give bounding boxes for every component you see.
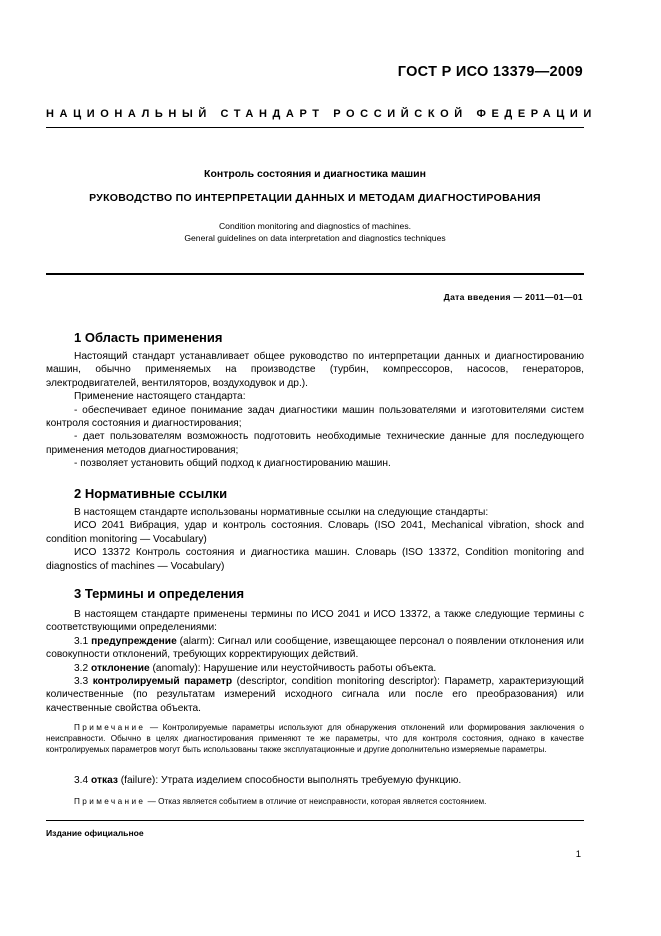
english-title [46,221,584,244]
term-text: (alarm): Сигнал или сообщение, извещающее персонал о появлении отклонения или совокупности отклонений, требующих корректирующих действий. [46,635,584,661]
introduction-date: Дата введения — 2011—01—01 [443,292,583,302]
section-2-body [46,506,584,573]
section-3-heading: 3 Термины и определения [74,586,245,601]
term-number: 3.2 [74,662,89,674]
term-name: отказ [91,775,118,786]
term-number: 3.4 [74,775,89,786]
national-standard-banner: НАЦИОНАЛЬНЫЙ СТАНДАРТ РОССИЙСКОЙ ФЕДЕРАЦИИ [46,108,597,120]
note-text: — Контролируемые параметры используют для обнаружения отклонений или формирования заключения о неисправности. Обычно в целях диагностирования применяют те же параметры, что для контроля состояния, однако в качестве контролируемых параметров могут быть использованы также эксплуатационные и другие дополнительно измеряемые параметры. [46,723,584,754]
reference-item: ИСО 13372 Контроль состояния и диагностика машин. Словарь (ISO 13372, Condition monitoring and diagnostics of machines — Vocabulary) [46,547,584,572]
section-1-body [46,350,584,471]
header-divider [46,127,584,128]
list-item: - позволяет установить общий подход к диагностированию машин. [74,458,391,470]
term-text: (anomaly): Нарушение или неустойчивость работы объекта. [152,662,437,674]
document-number: ГОСТ Р ИСО 13379—2009 [397,64,583,80]
term-number: 3.3 [74,676,89,688]
title-divider [46,273,584,275]
standard-subtitle: Контроль состояния и диагностика машин [204,168,426,180]
section-2-heading: 2 Нормативные ссылки [74,486,228,501]
english-title-line-1: Condition monitoring and diagnostics of machines. [218,221,412,231]
term-text: (descriptor, condition monitoring descriptor): Параметр, характеризующий количественные (по результатам измерений исходного сигнала или после его преобразования) или качественные свойства объекта. [46,676,584,714]
section-3-body [46,608,584,715]
term-number: 3.1 [74,635,89,647]
paragraph: Настоящий стандарт устанавливает общее руководство по интерпретации данных и диагностированию машин, обычно применяемых на производстве (турбин, компрессоров, насосов, генераторов, электродвигателей, вентиляторов, воздуходувок и др.). [46,351,584,389]
term-definition [46,662,584,675]
section-3-body-cont [46,774,584,787]
footer-divider [46,820,584,821]
paragraph: В настоящем стандарте применены термины по ИСО 2041 и ИСО 13372, а также следующие термины с соответствующими определениями: [46,609,584,634]
term-name: предупреждение [91,635,177,647]
term-definition [46,675,584,715]
standard-title: РУКОВОДСТВО ПО ИНТЕРПРЕТАЦИИ ДАННЫХ И МЕТОДАМ ДИАГНОСТИРОВАНИЯ [89,192,541,204]
reference-item: ИСО 2041 Вибрация, удар и контроль состояния. Словарь (ISO 2041, Mechanical vibration, shock and condition monitoring — Vocabulary) [46,520,584,545]
note-label: Примечание [74,797,146,806]
note-1 [46,722,584,755]
page-number: 1 [575,849,581,860]
paragraph: В настоящем стандарте использованы нормативные ссылки на следующие стандарты: [74,507,489,518]
term-name: отклонение [91,662,150,674]
section-1-heading: 1 Область применения [74,330,223,345]
term-definition [46,635,584,662]
note-label: Примечание [74,723,146,732]
list-item: - обеспечивает единое понимание задач диагностики машин пользователями и изготовителями систем контроля состояния и диагностирования; [46,404,584,430]
note-2 [46,796,584,807]
term-definition [46,774,584,787]
paragraph: Применение настоящего стандарта: [74,391,246,403]
note-text: — Отказ является событием в отличие от неисправности, которая является состоянием. [147,797,487,806]
term-name: контролируемый параметр [92,676,233,688]
english-title-line-2: General guidelines on data interpretation and diagnostics techniques [184,232,446,243]
edition-label: Издание официальное [46,828,144,838]
list-item: - дает пользователям возможность подготовить необходимые технические данные для последующего применения методов диагностирования; [46,431,584,456]
term-text: (failure): Утрата изделием способности выполнять требуемую функцию. [120,775,462,786]
